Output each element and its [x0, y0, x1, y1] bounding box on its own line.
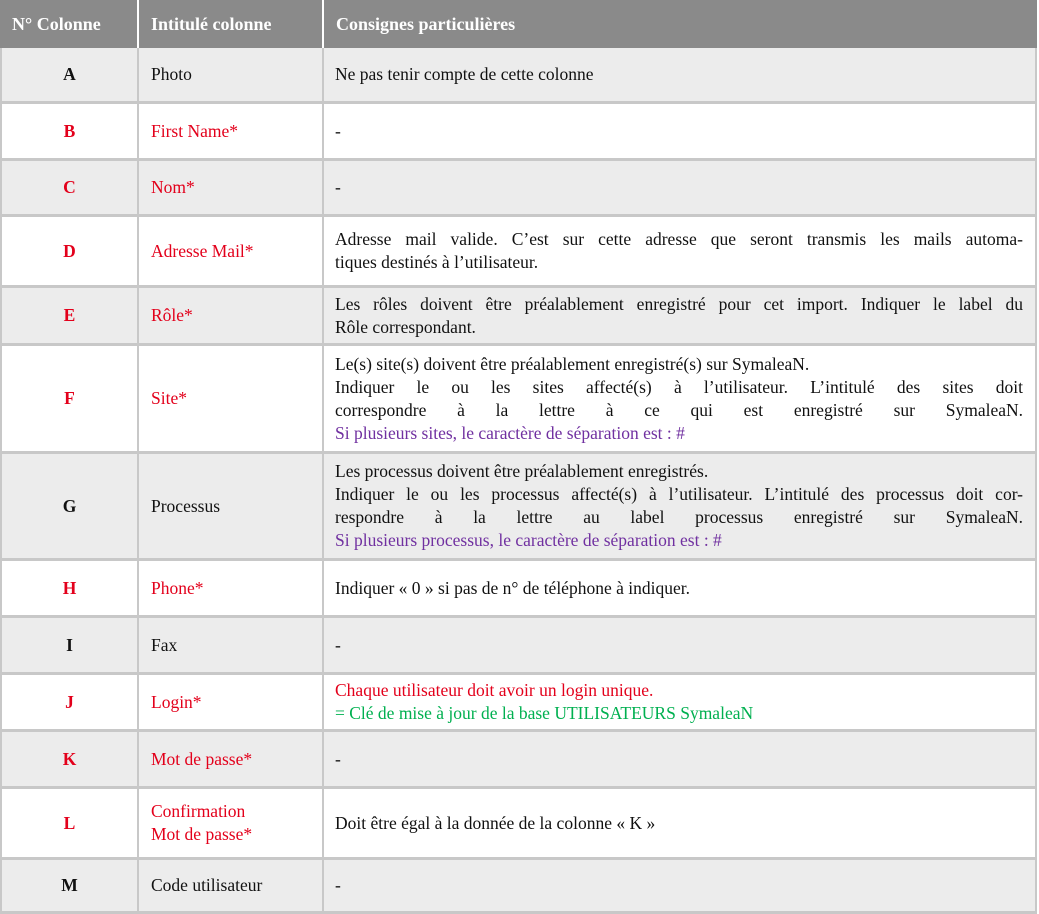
table-row	[0, 346, 1037, 454]
table-row	[0, 618, 1037, 675]
instruction-line: Si plusieurs processus, le caractère de séparation est : #	[335, 530, 722, 550]
table-row	[0, 675, 1037, 732]
table-row	[0, 561, 1037, 618]
column-letter: C	[0, 161, 139, 217]
column-instructions	[324, 618, 1037, 675]
column-instructions	[324, 346, 1037, 454]
instruction-line: Le(s) site(s) doivent être préalablement enregistré(s) sur SymaleaN.	[335, 353, 810, 374]
column-title: First Name*	[139, 104, 324, 161]
table-row	[0, 789, 1037, 860]
column-title-line: Confirmation	[151, 801, 246, 821]
column-instructions	[324, 675, 1037, 732]
column-title: Nom*	[139, 161, 324, 217]
column-letter: L	[0, 789, 139, 860]
column-title: Code utilisateur	[139, 860, 324, 914]
column-letter: J	[0, 675, 139, 732]
column-letter: I	[0, 618, 139, 675]
column-title: Fax	[139, 618, 324, 675]
column-instructions	[324, 732, 1037, 789]
column-letter: H	[0, 561, 139, 618]
column-title: Login*	[139, 675, 324, 732]
instruction-line: Chaque utilisateur doit avoir un login unique.	[335, 680, 654, 700]
column-instructions	[324, 288, 1037, 346]
table-row	[0, 860, 1037, 914]
instruction-line: respondre à la lettre au label processus enregistré sur SymaleaN.	[335, 507, 1023, 527]
column-title-line: Mot de passe*	[151, 824, 253, 844]
instruction-line: Indiquer le ou les processus affecté(s) à l’utilisateur. L’intitulé des processus doit cor-	[335, 484, 1023, 504]
column-letter: D	[0, 217, 139, 288]
column-title: Mot de passe*	[139, 732, 324, 789]
table-row	[0, 48, 1037, 104]
column-letter: E	[0, 288, 139, 346]
table-row	[0, 732, 1037, 789]
column-title: Adresse Mail*	[139, 217, 324, 288]
column-title: Phone*	[139, 561, 324, 618]
column-instructions	[324, 454, 1037, 561]
column-instructions	[324, 217, 1037, 288]
column-letter: B	[0, 104, 139, 161]
table-row	[0, 288, 1037, 346]
instruction-line: Rôle correspondant.	[335, 316, 476, 337]
column-title: Site*	[139, 346, 324, 454]
table-header-row	[0, 0, 1037, 48]
column-title: Rôle*	[139, 288, 324, 346]
column-instructions	[324, 789, 1037, 860]
table-body	[0, 48, 1037, 914]
column-title	[139, 789, 324, 860]
instruction-line: -	[335, 120, 341, 141]
instruction-line: -	[335, 748, 341, 769]
column-letter: F	[0, 346, 139, 454]
column-instructions	[324, 561, 1037, 618]
column-title: Processus	[139, 454, 324, 561]
instruction-line: Les processus doivent être préalablement enregistrés.	[335, 461, 709, 481]
header-instructions: Consignes particulières	[324, 0, 1037, 48]
instruction-line: Si plusieurs sites, le caractère de séparation est : #	[335, 422, 685, 443]
table-row	[0, 454, 1037, 561]
column-instructions	[324, 48, 1037, 104]
table-row	[0, 104, 1037, 161]
instruction-line: -	[335, 875, 341, 895]
instruction-line: Adresse mail valide. C’est sur cette adresse que seront transmis les mails automa-	[335, 229, 1023, 249]
instruction-line: = Clé de mise à jour de la base UTILISATEURS SymaleaN	[335, 703, 754, 723]
instruction-line: Ne pas tenir compte de cette colonne	[335, 64, 594, 84]
column-instructions	[324, 860, 1037, 914]
column-title: Photo	[139, 48, 324, 104]
instruction-line: tiques destinés à l’utilisateur.	[335, 252, 539, 272]
instruction-line: Les rôles doivent être préalablement enregistré pour cet import. Indiquer le label du	[335, 293, 1023, 314]
instruction-line: Indiquer le ou les sites affecté(s) à l’utilisateur. L’intitulé des sites doit	[335, 376, 1023, 397]
instruction-line: Indiquer « 0 » si pas de n° de téléphone à indiquer.	[335, 577, 690, 598]
instruction-line: -	[335, 177, 341, 197]
instruction-line: -	[335, 634, 341, 655]
column-letter: A	[0, 48, 139, 104]
column-letter: M	[0, 860, 139, 914]
column-letter: G	[0, 454, 139, 561]
table-row	[0, 161, 1037, 217]
header-column-title: Intitulé colonne	[139, 0, 324, 48]
header-column-number: N° Colonne	[0, 0, 139, 48]
instruction-line: Doit être égal à la donnée de la colonne « K »	[335, 812, 656, 833]
table-row	[0, 217, 1037, 288]
column-letter: K	[0, 732, 139, 789]
column-instructions	[324, 161, 1037, 217]
column-instructions	[324, 104, 1037, 161]
instruction-line: correspondre à la lettre à ce qui est enregistré sur SymaleaN.	[335, 399, 1023, 420]
